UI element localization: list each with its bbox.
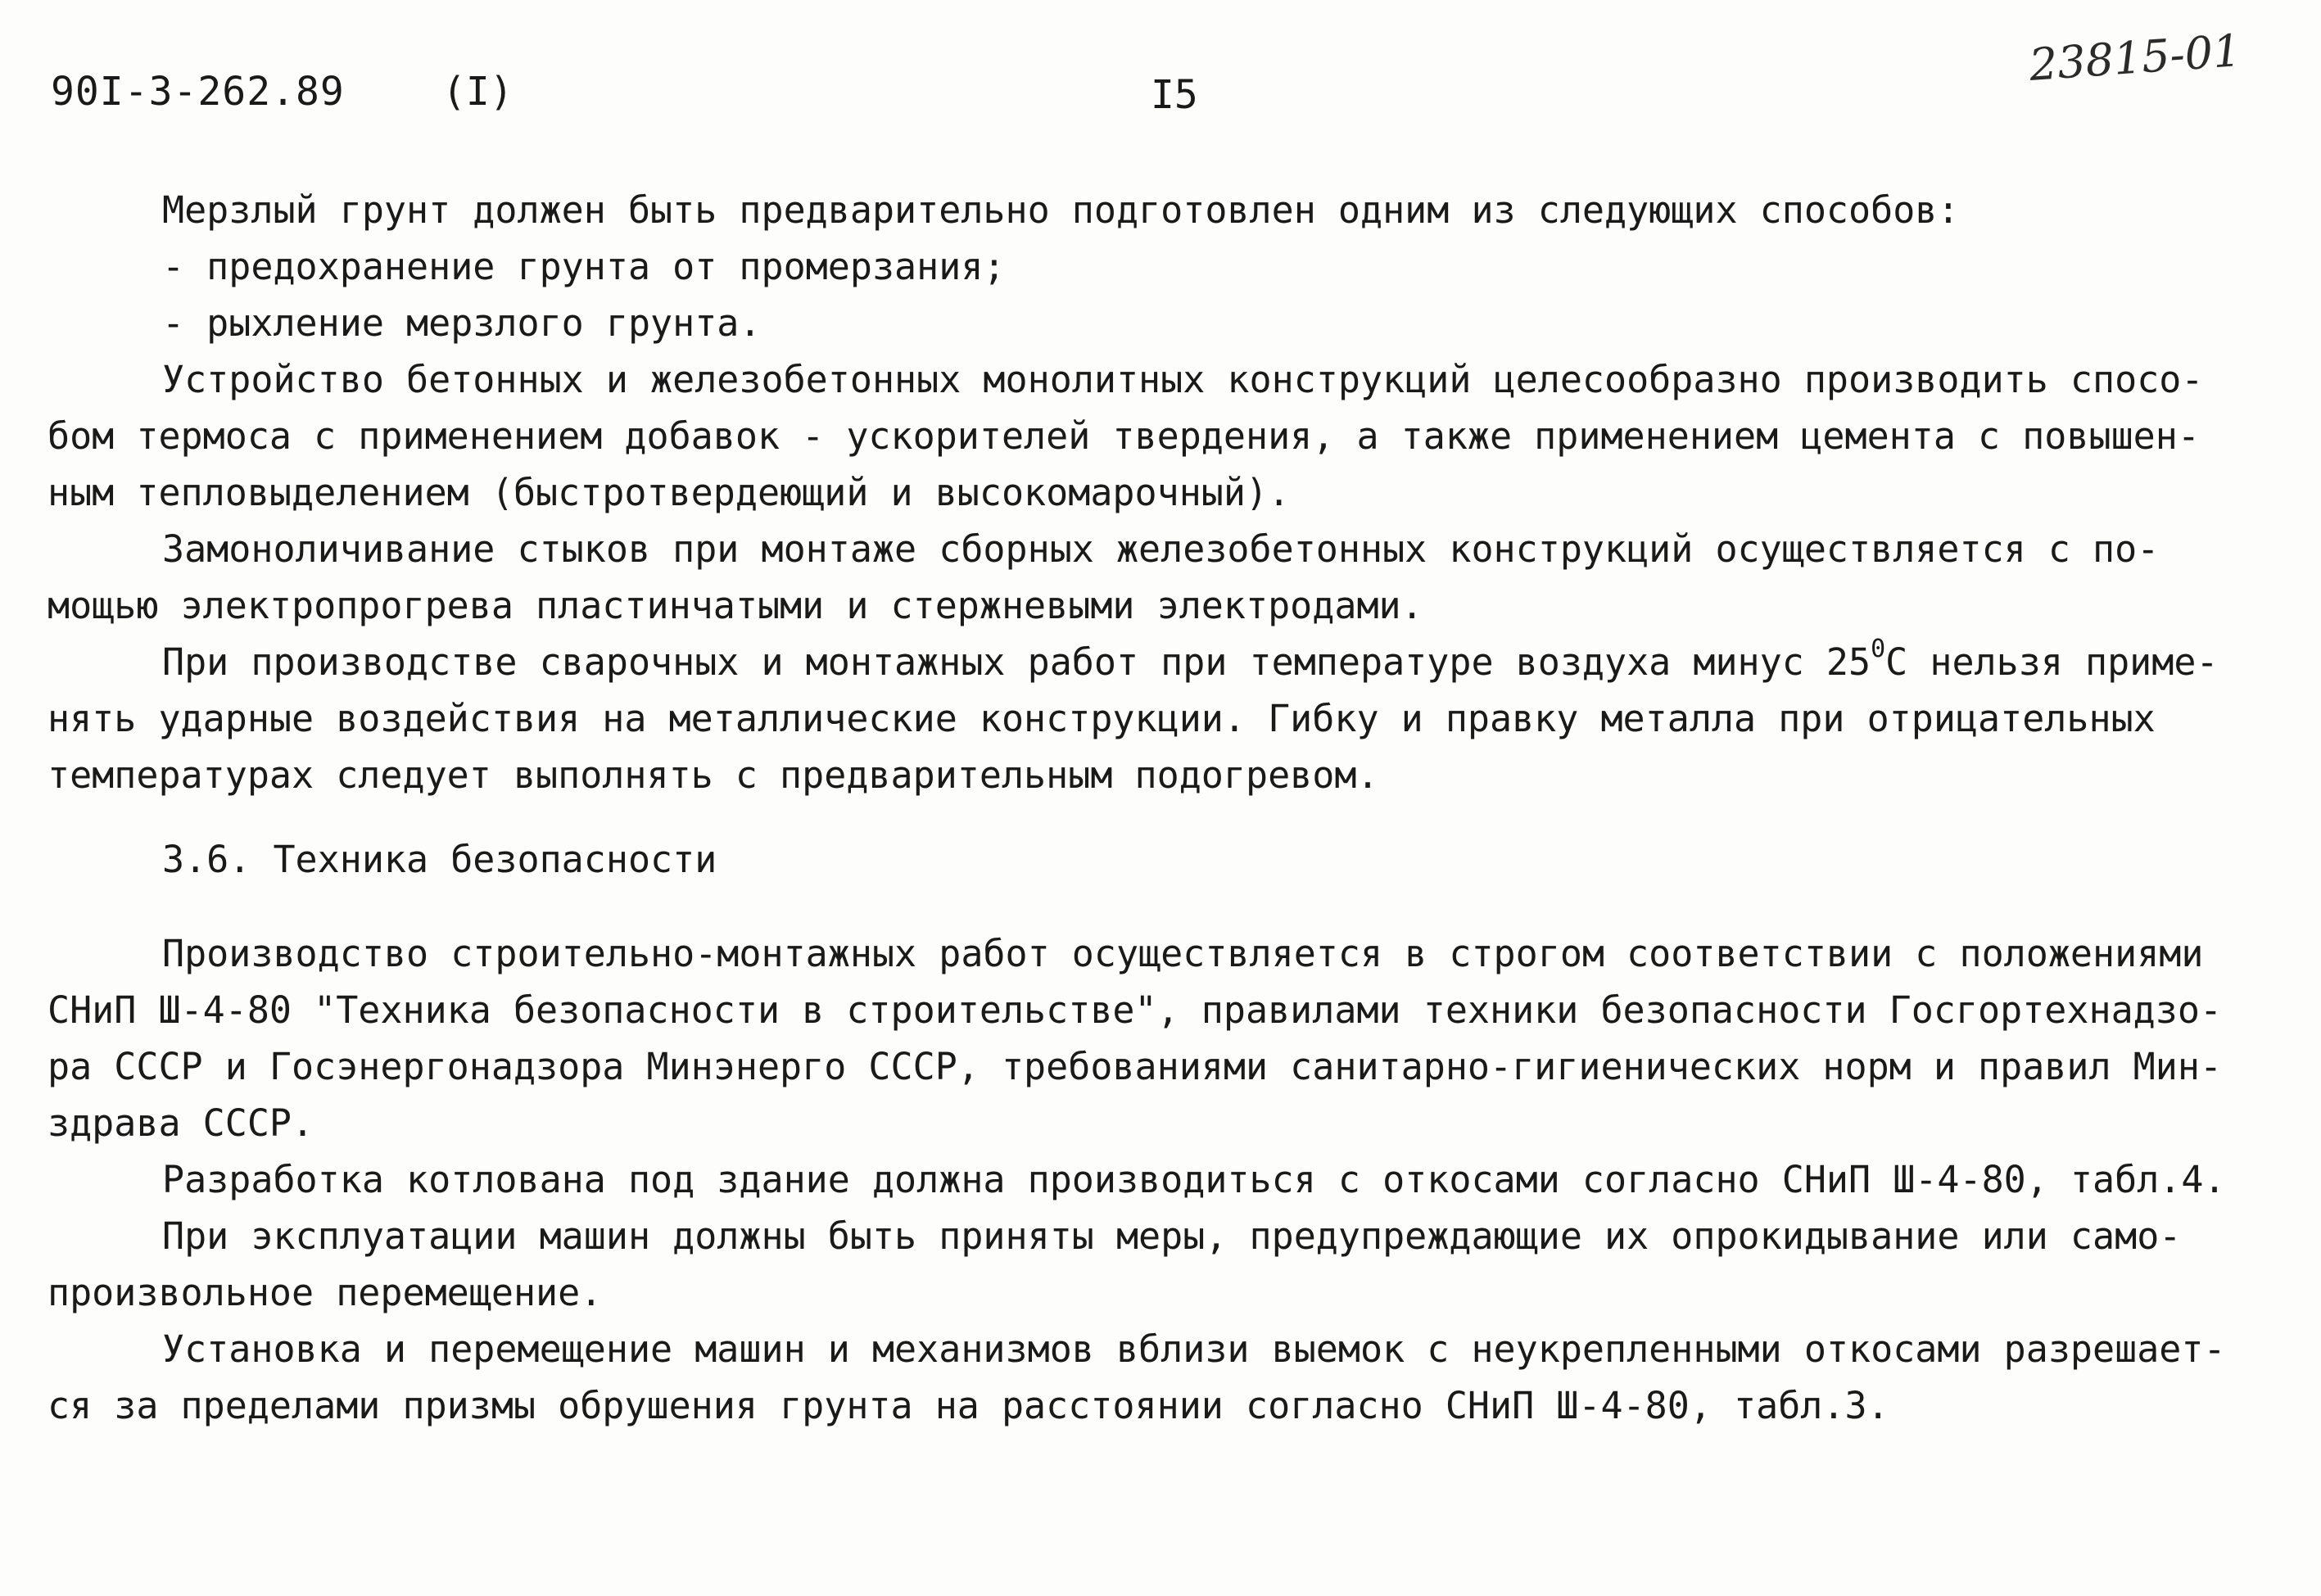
paragraph-machines xyxy=(48,1208,2275,1321)
spacer xyxy=(48,888,2275,925)
paragraph-excavation xyxy=(48,1151,2275,1208)
text-line: При эксплуатации машин должны быть приняты меры, предупреждающие их опрокидывание или само- xyxy=(162,1214,2182,1258)
text-line: ным тепловыделением (быстротвердеющий и высокомарочный). xyxy=(48,471,1291,514)
text-line xyxy=(48,634,2275,690)
text-line: температурах следует выполнять с предварительным подогревом. xyxy=(48,753,1379,797)
paragraph-safety-norms xyxy=(48,925,2275,1151)
page-number: I5 xyxy=(1151,72,1198,118)
document-body xyxy=(48,182,2275,1434)
paragraph-welding xyxy=(48,634,2275,803)
text-line: Замоноличивание стыков при монтаже сборных железобетонных конструкций осуществляется с по- xyxy=(162,527,2160,571)
paragraph-concrete xyxy=(48,351,2275,521)
list-item: - предохранение грунта от промерзания; xyxy=(162,245,1006,288)
text-line: Производство строительно-монтажных работ осуществляется в строгом соответствии с положениями xyxy=(162,932,2204,975)
text-line: нять ударные воздействия на металлические конструкции. Гибку и правку металла при отрицательных xyxy=(48,697,2156,740)
text-line: Установка и перемещение машин и механизмов вблизи выемок с неукрепленными откосами разрешает- xyxy=(162,1327,2226,1371)
text-line: бом термоса с применением добавок - ускорителей твердения, а также применением цемента с повышен- xyxy=(48,414,2200,458)
document-part: (I) xyxy=(442,69,514,115)
paragraph-joints xyxy=(48,521,2275,634)
text-line: ся за пределами призмы обрушения грунта на расстоянии согласно СНиП Ш-4-80, табл.3. xyxy=(48,1384,1889,1427)
text-line: произвольное перемещение. xyxy=(48,1271,603,1314)
list-item: - рыхление мерзлого грунта. xyxy=(162,301,762,345)
paragraph-frozen-soil xyxy=(48,182,2275,351)
text-line: Устройство бетонных и железобетонных монолитных конструкций целесообразно производить спосо- xyxy=(162,358,2204,401)
spacer xyxy=(48,803,2275,831)
text-line: здрава СССР. xyxy=(48,1101,314,1145)
text-line: Разработка котлована под здание должна производиться с откосами согласно СНиП Ш-4-80, табл.4. xyxy=(162,1158,2226,1201)
handwritten-archive-number: 23815-01 xyxy=(2027,25,2243,91)
text-line: СНиП Ш-4-80 "Техника безопасности в строительстве", правилами техники безопасности Госгортехнадзо- xyxy=(48,988,2223,1032)
degree-superscript: 0 xyxy=(1871,635,1886,663)
text-fragment: С нельзя приме- xyxy=(1885,640,2219,684)
text-line: ра СССР и Госэнергонадзора Минэнерго СССР, требованиями санитарно-гигиенических норм и правил Мин- xyxy=(48,1045,2223,1088)
section-heading: 3.6. Техника безопасности xyxy=(162,838,717,881)
text-line: мощью электропрогрева пластинчатыми и стержневыми электродами. xyxy=(48,584,1423,627)
document-code: 90I-3-262.89 xyxy=(51,69,345,115)
text-fragment: При производстве сварочных и монтажных работ при температуре воздуха минус 25 xyxy=(162,640,1871,684)
text-line: Мерзлый грунт должен быть предварительно подготовлен одним из следующих способов: xyxy=(162,188,1960,232)
paragraph-installation xyxy=(48,1321,2275,1434)
